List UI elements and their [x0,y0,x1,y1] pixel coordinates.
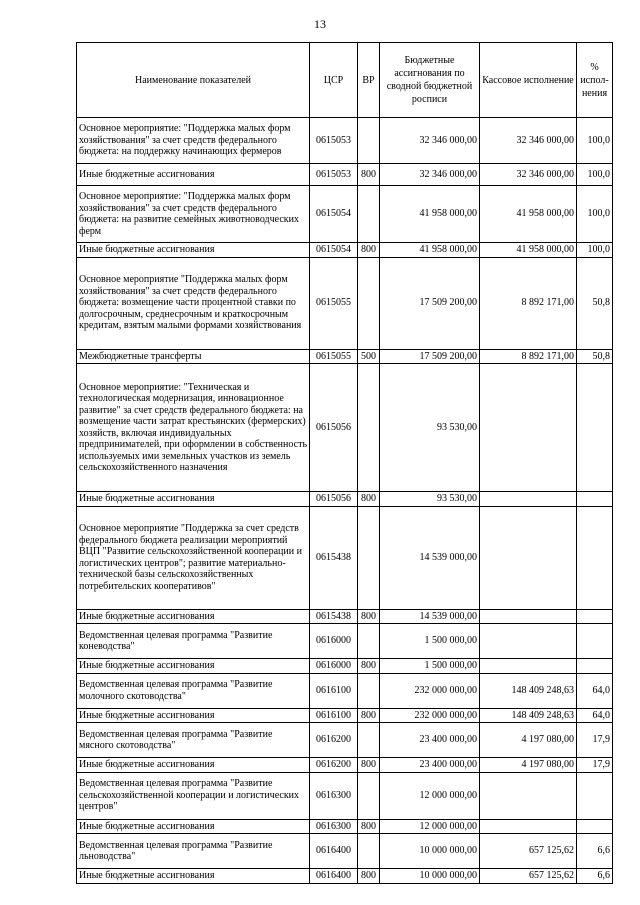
row-csr-cell: 0616300 [310,772,358,819]
row-pct-cell: 100,0 [577,243,613,258]
row-cash-cell: 41 958 000,00 [480,186,577,243]
row-vr-cell [358,723,380,758]
row-name-cell: Ведомственная целевая программа "Развитие коневодства" [77,624,310,659]
row-name-cell: Иные бюджетные ассигнования [77,659,310,674]
row-cash-cell: 4 197 080,00 [480,723,577,758]
row-name-cell: Иные бюджетные ассигнования [77,609,310,624]
row-cash-cell: 4 197 080,00 [480,758,577,773]
row-pct-cell: 100,0 [577,118,613,164]
row-name-cell: Иные бюджетные ассигнования [77,758,310,773]
row-csr-cell: 0615438 [310,506,358,609]
row-vr-cell [358,186,380,243]
row-csr-cell: 0616200 [310,758,358,773]
row-vr-cell: 800 [358,609,380,624]
row-budget-cell: 232 000 000,00 [380,673,480,708]
row-vr-cell [358,772,380,819]
row-vr-cell: 800 [358,708,380,723]
row-budget-cell: 93 530,00 [380,492,480,507]
row-cash-cell [480,624,577,659]
row-pct-cell [577,609,613,624]
row-budget-cell: 1 500 000,00 [380,624,480,659]
row-pct-cell [577,624,613,659]
row-vr-cell: 800 [358,819,380,834]
row-pct-cell [577,506,613,609]
table-row [77,243,613,258]
row-cash-cell: 148 409 248,63 [480,708,577,723]
row-pct-cell: 6,6 [577,869,613,884]
row-cash-cell [480,364,577,492]
row-name-cell: Иные бюджетные ассигнования [77,819,310,834]
row-name-cell: Ведомственная целевая программа "Развитие льноводства" [77,834,310,869]
table-row [77,659,613,674]
table-row [77,772,613,819]
row-vr-cell [358,506,380,609]
row-name-cell: Межбюджетные трансферты [77,349,310,364]
row-budget-cell: 32 346 000,00 [380,118,480,164]
row-csr-cell: 0615054 [310,186,358,243]
row-pct-cell: 100,0 [577,164,613,186]
header-cash: Кассовое исполнение [480,43,577,118]
table-row [77,164,613,186]
row-pct-cell: 17,9 [577,723,613,758]
row-csr-cell: 0615056 [310,492,358,507]
row-vr-cell [358,364,380,492]
row-name-cell: Ведомственная целевая программа "Развитие сельскохозяйственной кооперации и логистических центров" [77,772,310,819]
table-row [77,819,613,834]
row-csr-cell: 0616000 [310,659,358,674]
table-row [77,834,613,869]
table-row [77,257,613,349]
header-name: Наименование показателей [77,43,310,118]
row-budget-cell: 10 000 000,00 [380,834,480,869]
table-row [77,624,613,659]
row-cash-cell: 32 346 000,00 [480,118,577,164]
row-budget-cell: 41 958 000,00 [380,186,480,243]
row-vr-cell: 500 [358,349,380,364]
row-name-cell: Иные бюджетные ассигнования [77,708,310,723]
table-row [77,506,613,609]
row-cash-cell: 148 409 248,63 [480,673,577,708]
row-csr-cell: 0616100 [310,673,358,708]
row-pct-cell: 50,8 [577,257,613,349]
row-cash-cell [480,659,577,674]
row-pct-cell [577,819,613,834]
table-row [77,758,613,773]
table-row [77,723,613,758]
table-row [77,609,613,624]
row-name-cell: Основное мероприятие "Поддержка малых форм хозяйствования" за счет средств федерального бюджета: возмещение части процентной ставки по долгосрочным, среднесрочным и краткосрочным кредитам, взятым малыми формами хозяйствования [77,257,310,349]
row-budget-cell: 17 509 200,00 [380,349,480,364]
table-row [77,186,613,243]
row-name-cell: Иные бюджетные ассигнования [77,869,310,884]
row-pct-cell [577,659,613,674]
row-vr-cell: 800 [358,869,380,884]
row-vr-cell: 800 [358,492,380,507]
row-vr-cell: 800 [358,758,380,773]
row-budget-cell: 23 400 000,00 [380,723,480,758]
row-cash-cell: 657 125,62 [480,834,577,869]
row-cash-cell: 41 958 000,00 [480,243,577,258]
row-name-cell: Основное мероприятие: "Поддержка малых форм хозяйствования" за счет средств федерального бюджета: на поддержку начинающих фермеров [77,118,310,164]
row-cash-cell: 8 892 171,00 [480,349,577,364]
row-csr-cell: 0616400 [310,869,358,884]
row-budget-cell: 12 000 000,00 [380,772,480,819]
row-cash-cell [480,506,577,609]
row-pct-cell: 6,6 [577,834,613,869]
row-csr-cell: 0616000 [310,624,358,659]
row-cash-cell [480,609,577,624]
row-vr-cell: 800 [358,659,380,674]
row-cash-cell [480,772,577,819]
row-vr-cell: 800 [358,243,380,258]
row-pct-cell: 17,9 [577,758,613,773]
table-header-row [77,43,613,118]
row-csr-cell: 0615053 [310,118,358,164]
row-csr-cell: 0615438 [310,609,358,624]
row-pct-cell [577,364,613,492]
row-csr-cell: 0616400 [310,834,358,869]
row-name-cell: Иные бюджетные ассигнования [77,492,310,507]
table-row [77,118,613,164]
table-row [77,349,613,364]
row-budget-cell: 12 000 000,00 [380,819,480,834]
row-budget-cell: 10 000 000,00 [380,869,480,884]
row-pct-cell [577,492,613,507]
row-pct-cell: 50,8 [577,349,613,364]
row-pct-cell: 100,0 [577,186,613,243]
row-csr-cell: 0615056 [310,364,358,492]
row-name-cell: Ведомственная целевая программа "Развитие мясного скотоводства" [77,723,310,758]
header-vr: ВР [358,43,380,118]
row-pct-cell: 64,0 [577,673,613,708]
row-name-cell: Иные бюджетные ассигнования [77,164,310,186]
row-budget-cell: 93 530,00 [380,364,480,492]
row-csr-cell: 0615054 [310,243,358,258]
row-budget-cell: 32 346 000,00 [380,164,480,186]
row-name-cell: Основное мероприятие "Поддержка за счет средств федерального бюджета реализации мероприятий ВЦП "Развитие сельскохозяйственной кооперации и логистических центров"; развитие материально-технической базы сельскохозяйственных потребительских кооперативов" [77,506,310,609]
row-name-cell: Основное мероприятие: "Техническая и технологическая модернизация, инновационное развитие" за счет средств федерального бюджета: на возмещение части затрат крестьянских (фермерских) хозяйств, включая индивидуальных предпринимателей, при оформлении в собственность используемых ими земельных участков из земель сельскохозяйственного назначения [77,364,310,492]
row-budget-cell: 14 539 000,00 [380,506,480,609]
table-row [77,673,613,708]
header-pct: % испол-нения [577,43,613,118]
table-row [77,869,613,884]
row-csr-cell: 0615053 [310,164,358,186]
row-csr-cell: 0616300 [310,819,358,834]
row-vr-cell: 800 [358,164,380,186]
table-row [77,364,613,492]
row-cash-cell: 8 892 171,00 [480,257,577,349]
row-budget-cell: 23 400 000,00 [380,758,480,773]
row-cash-cell [480,819,577,834]
row-name-cell: Ведомственная целевая программа "Развитие молочного скотоводства" [77,673,310,708]
row-budget-cell: 232 000 000,00 [380,708,480,723]
row-budget-cell: 1 500 000,00 [380,659,480,674]
row-pct-cell: 64,0 [577,708,613,723]
row-budget-cell: 41 958 000,00 [380,243,480,258]
row-vr-cell [358,673,380,708]
row-csr-cell: 0615055 [310,257,358,349]
row-vr-cell [358,834,380,869]
row-cash-cell [480,492,577,507]
row-vr-cell [358,257,380,349]
row-csr-cell: 0615055 [310,349,358,364]
row-cash-cell: 657 125,62 [480,869,577,884]
table-row [77,708,613,723]
row-csr-cell: 0616100 [310,708,358,723]
row-vr-cell [358,118,380,164]
header-csr: ЦСР [310,43,358,118]
row-pct-cell [577,772,613,819]
table-row [77,492,613,507]
row-budget-cell: 14 539 000,00 [380,609,480,624]
budget-execution-table [76,42,613,884]
page-number: 13 [314,17,326,31]
header-budget: Бюджетные ассигнования по сводной бюджетной росписи [380,43,480,118]
row-name-cell: Иные бюджетные ассигнования [77,243,310,258]
row-cash-cell: 32 346 000,00 [480,164,577,186]
row-vr-cell [358,624,380,659]
row-name-cell: Основное мероприятие: "Поддержка малых форм хозяйствования" за счет средств федерального бюджета: на развитие семейных животноводческих ферм [77,186,310,243]
row-csr-cell: 0616200 [310,723,358,758]
row-budget-cell: 17 509 200,00 [380,257,480,349]
